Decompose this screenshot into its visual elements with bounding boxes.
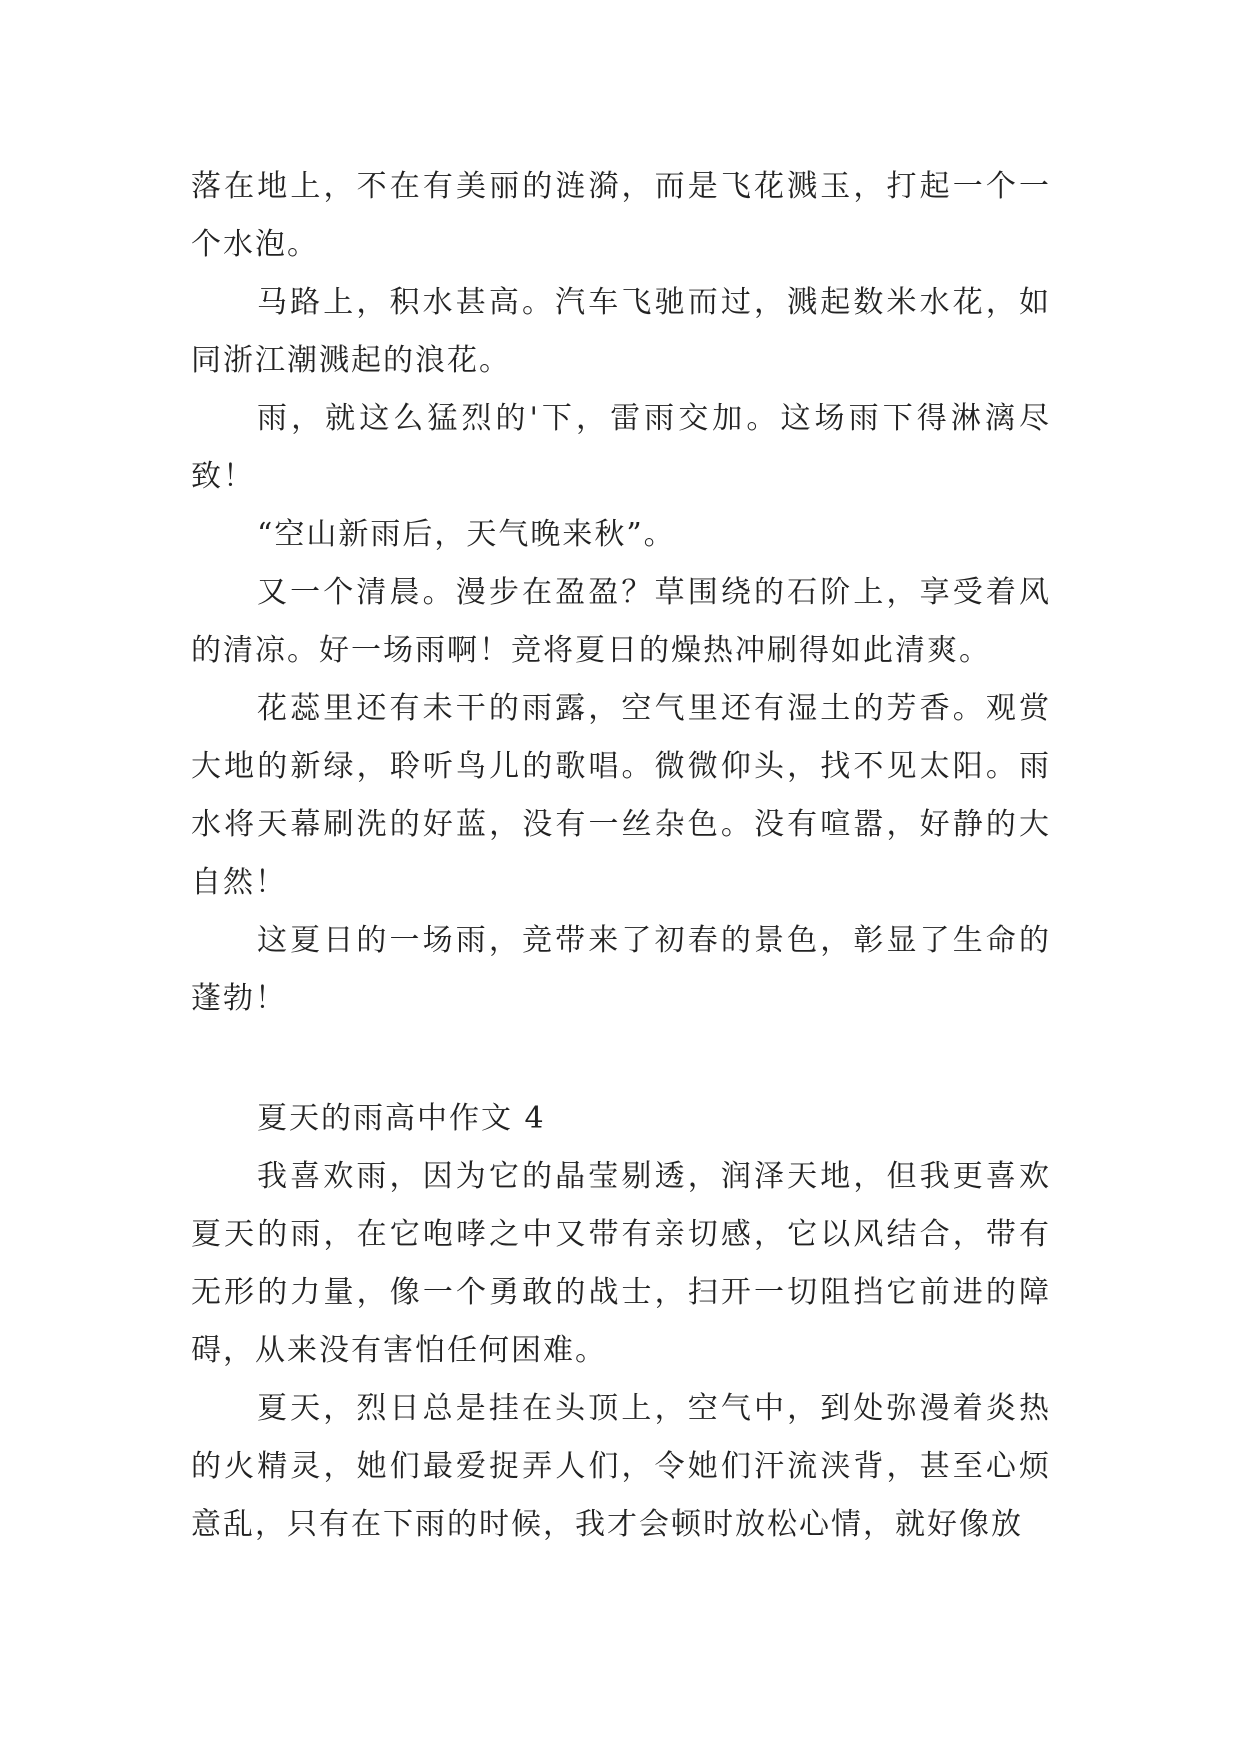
section-spacer [191, 1028, 1051, 1090]
paragraph: 雨，就这么猛烈的'下，雷雨交加。这场雨下得淋漓尽致！ [191, 401, 1051, 494]
paragraph: 夏天，烈日总是挂在头顶上，空气中，到处弥漫着炎热的火精灵，她们最爱捉弄人们，令她们汗流浃背，甚至心烦意乱，只有在下雨的时候，我才会顿时放松心情，就好像放 [191, 1391, 1051, 1542]
paragraph: 又一个清晨。漫步在盈盈？草围绕的石阶上，享受着风的清凉。好一场雨啊！竞将夏日的燥热冲刷得如此清爽。 [191, 575, 1051, 668]
poem-quote: “空山新雨后，天气晚来秋”。 [257, 517, 676, 552]
paragraph: 马路上，积水甚高。汽车飞驰而过，溅起数米水花，如同浙江潮溅起的浪花。 [191, 285, 1051, 378]
paragraph: 我喜欢雨，因为它的晶莹剔透，润泽天地，但我更喜欢夏天的雨，在它咆哮之中又带有亲切感，它以风结合，带有无形的力量，像一个勇敢的战士，扫开一切阻挡它前进的障碍，从来没有害怕任何困难。 [191, 1159, 1051, 1368]
section-title: 夏天的雨高中作文 4 [257, 1101, 546, 1136]
document-body [191, 158, 1051, 1554]
paragraph: 花蕊里还有未干的雨露，空气里还有湿土的芳香。观赏大地的新绿，聆听鸟儿的歌唱。微微仰头，找不见太阳。雨水将天幕刷洗的好蓝，没有一丝杂色。没有喧嚣，好静的大自然！ [191, 691, 1051, 900]
paragraph-continued: 落在地上，不在有美丽的涟漪，而是飞花溅玉，打起一个一个水泡。 [191, 169, 1051, 262]
paragraph: 这夏日的一场雨，竞带来了初春的景色，彰显了生命的蓬勃！ [191, 923, 1051, 1016]
